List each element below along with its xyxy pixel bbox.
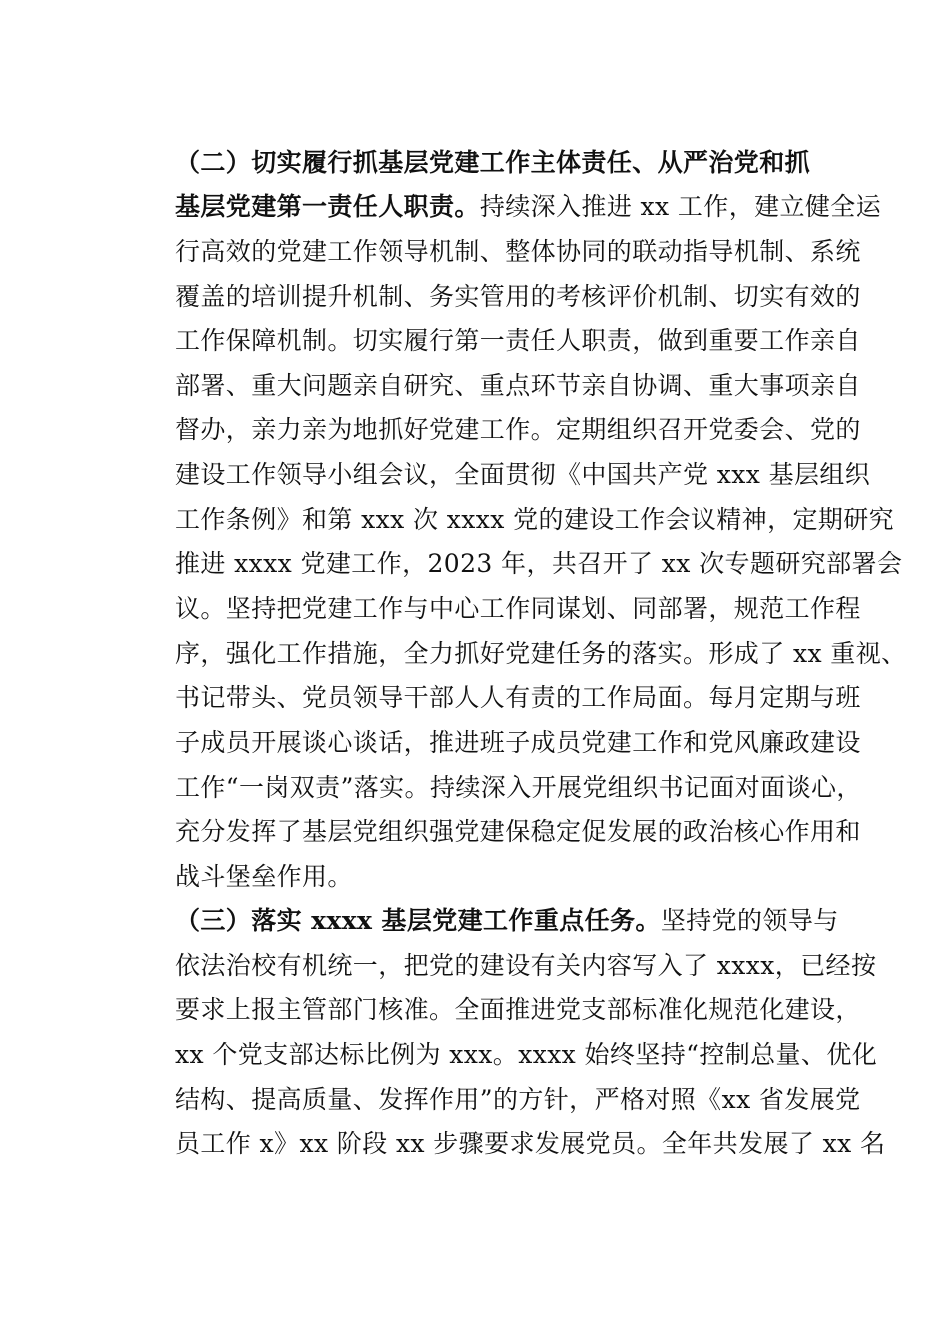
paragraph-2-line-9: 工作条例》和第 xxx 次 xxxx 党的建设工作会议精神，定期研究 (175, 505, 895, 534)
paragraph-2-heading-end: 基层党建第一责任人职责。 (175, 192, 480, 221)
paragraph-2-heading-line-1: （二）切实履行抓基层党建工作主体责任、从严治党和抓 (175, 148, 811, 177)
paragraph-2-line-3: 行高效的党建工作领导机制、整体协同的联动指导机制、系统 (175, 237, 861, 266)
paragraph-3-line-4: xx 个党支部达标比例为 xxx。xxxx 始终坚持“控制总量、优化 (175, 1040, 878, 1069)
paragraph-2-line-2 (175, 192, 882, 222)
paragraph-2-line-15: 工作“一岗双责”落实。持续深入开展党组织书记面对面谈心， (175, 773, 862, 802)
paragraph-2-line-2-text: 持续深入推进 xx 工作，建立健全运 (479, 192, 882, 221)
paragraph-2-line-6: 部署、重大问题亲自研究、重点环节亲自协调、重大事项亲自 (175, 371, 861, 400)
paragraph-2-line-4: 覆盖的培训提升机制、务实管用的考核评价机制、切实有效的 (175, 282, 861, 311)
paragraph-2-line-7: 督办，亲力亲为地抓好党建工作。定期组织召开党委会、党的 (175, 415, 861, 444)
paragraph-3-line-6: 员工作 x》xx 阶段 xx 步骤要求发展党员。全年共发展了 xx 名 (175, 1129, 886, 1158)
paragraph-3-line-1-text: 坚持党的领导与 (660, 906, 839, 935)
paragraph-2-line-12: 序，强化工作措施，全力抓好党建任务的落实。形成了 xx 重视、 (175, 639, 907, 668)
paragraph-3-line-5: 结构、提高质量、发挥作用”的方针，严格对照《xx 省发展党 (175, 1085, 861, 1114)
paragraph-2-line-10: 推进 xxxx 党建工作，2023 年，共召开了 xx 次专题研究部署会 (175, 549, 903, 578)
paragraph-2-line-13: 书记带头、党员领导干部人人有责的工作局面。每月定期与班 (175, 683, 861, 712)
paragraph-3-line-3: 要求上报主管部门核准。全面推进党支部标准化规范化建设， (175, 995, 861, 1024)
paragraph-2-line-16: 充分发挥了基层党组织强党建保稳定促发展的政治核心作用和 (175, 817, 861, 846)
paragraph-2-line-14: 子成员开展谈心谈话，推进班子成员党建工作和党风廉政建设 (175, 728, 861, 757)
paragraph-2-line-11: 议。坚持把党建工作与中心工作同谋划、同部署，规范工作程 (175, 594, 861, 623)
paragraph-3-line-1 (175, 906, 839, 936)
paragraph-3-heading: （三）落实 xxxx 基层党建工作重点任务。 (175, 906, 661, 935)
paragraph-2-line-5: 工作保障机制。切实履行第一责任人职责，做到重要工作亲自 (175, 326, 861, 355)
paragraph-2-line-17: 战斗堡垒作用。 (175, 862, 353, 891)
paragraph-2-line-8: 建设工作领导小组会议，全面贯彻《中国共产党 xxx 基层组织 (175, 460, 871, 489)
paragraph-3-line-2: 依法治校有机统一，把党的建设有关内容写入了 xxxx，已经按 (175, 951, 877, 980)
